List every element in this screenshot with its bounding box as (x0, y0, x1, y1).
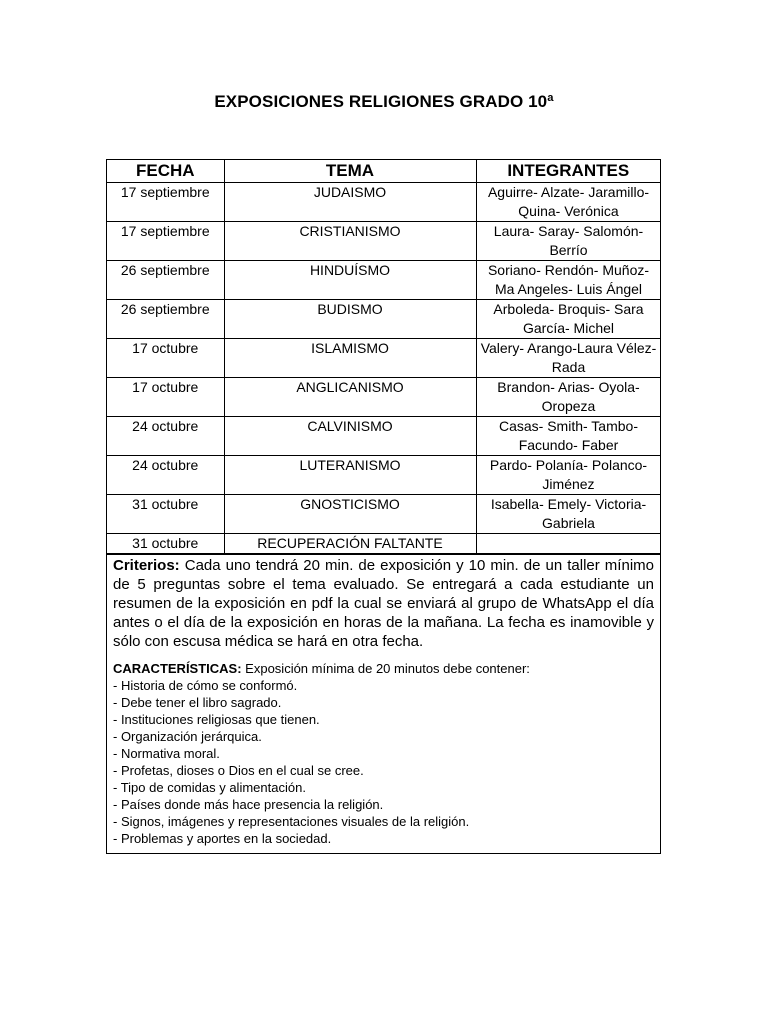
cell-integrantes (476, 456, 660, 495)
table-row (107, 378, 660, 417)
cell-fecha: 24 octubre (107, 456, 224, 495)
table-row (107, 534, 660, 554)
cell-tema: LUTERANISMO (224, 456, 476, 495)
cell-integrantes (476, 417, 660, 456)
caracteristicas-intro: Exposición mínima de 20 minutos debe contener: (241, 661, 530, 676)
criterios-text: Cada uno tendrá 20 min. de exposición y 10 min. de un taller mínimo de 5 preguntas sobre el tema evaluado. Se entregará a cada estudiante un resumen de la exposición en pdf la cual se enviará al grupo de WhatsApp el día antes o el día de la exposición en horas de la mañana. La fecha es inamovible y sólo con escusa médica se hará en otra fecha. (113, 557, 654, 650)
members-text: Valery- Arango-Laura Vélez- Rada (480, 340, 657, 375)
cell-fecha: 26 septiembre (107, 261, 224, 300)
list-item: - Países donde más hace presencia la religión. (113, 797, 384, 812)
cell-tema: BUDISMO (224, 300, 476, 339)
cell-fecha: 24 octubre (107, 417, 224, 456)
cell-integrantes (476, 378, 660, 417)
members-text: Isabella- Emely- Victoria- Gabriela (490, 496, 647, 531)
caracteristicas-heading (113, 660, 654, 677)
list-item: - Organización jerárquica. (113, 729, 262, 744)
members-text: Arboleda- Broquis- Sara García- Michel (493, 301, 644, 336)
members-text: Aguirre- Alzate- Jaramillo-Quina- Verónica (487, 184, 650, 219)
cell-tema: CRISTIANISMO (224, 222, 476, 261)
cell-integrantes (476, 495, 660, 534)
members-text: Laura- Saray- Salomón- Berrío (493, 223, 644, 258)
cell-tema: ANGLICANISMO (224, 378, 476, 417)
header-fecha: FECHA (107, 160, 224, 183)
cell-integrantes (476, 300, 660, 339)
members-text: Soriano- Rendón- Muñoz- Ma Angeles- Luis Ángel (487, 262, 650, 297)
table-row (107, 417, 660, 456)
cell-tema: JUDAISMO (224, 183, 476, 222)
caracteristicas-list (113, 677, 654, 847)
list-item: - Signos, imágenes y representaciones visuales de la religión. (113, 814, 470, 829)
cell-fecha: 17 octubre (107, 339, 224, 378)
cell-fecha: 31 octubre (107, 495, 224, 534)
page-title: EXPOSICIONES RELIGIONES GRADO 10ª (214, 92, 554, 111)
members-text: Brandon- Arias- Oyola- Oropeza (497, 379, 640, 414)
list-item: - Debe tener el libro sagrado. (113, 695, 282, 710)
list-item: - Profetas, dioses o Dios en el cual se cree. (113, 763, 364, 778)
cell-integrantes (476, 261, 660, 300)
cell-integrantes (476, 183, 660, 222)
table-row (107, 222, 660, 261)
cell-fecha: 17 septiembre (107, 183, 224, 222)
cell-tema: RECUPERACIÓN FALTANTE (224, 534, 476, 554)
criterios-paragraph (113, 556, 654, 651)
table-header-row (107, 160, 660, 183)
cell-integrantes (476, 339, 660, 378)
cell-integrantes (476, 222, 660, 261)
list-item: - Historia de cómo se conformó. (113, 678, 298, 693)
table-row (107, 339, 660, 378)
cell-fecha: 17 septiembre (107, 222, 224, 261)
header-tema: TEMA (224, 160, 476, 183)
cell-fecha: 26 septiembre (107, 300, 224, 339)
table-row (107, 495, 660, 534)
caracteristicas-label: CARACTERÍSTICAS: (113, 661, 242, 676)
members-text: Casas- Smith- Tambo- Facundo- Faber (498, 418, 638, 453)
table-row (107, 300, 660, 339)
table-row (107, 456, 660, 495)
notes-section (107, 554, 660, 853)
cell-tema: HINDUÍSMO (224, 261, 476, 300)
table-row (107, 261, 660, 300)
cell-tema: ISLAMISMO (224, 339, 476, 378)
list-item: - Tipo de comidas y alimentación. (113, 780, 306, 795)
cell-fecha: 17 octubre (107, 378, 224, 417)
cell-fecha: 31 octubre (107, 534, 224, 554)
schedule-table (107, 160, 660, 554)
cell-integrantes (476, 534, 660, 554)
cell-tema: GNOSTICISMO (224, 495, 476, 534)
cell-tema: CALVINISMO (224, 417, 476, 456)
schedule-sheet (106, 159, 661, 854)
header-integrantes: INTEGRANTES (476, 160, 660, 183)
criterios-label: Criterios: (113, 557, 180, 574)
list-item: - Problemas y aportes en la sociedad. (113, 831, 332, 846)
table-row (107, 183, 660, 222)
list-item: - Normativa moral. (113, 746, 220, 761)
members-text: Pardo- Polanía- Polanco- Jiménez (489, 457, 648, 492)
list-item: - Instituciones religiosas que tienen. (113, 712, 320, 727)
